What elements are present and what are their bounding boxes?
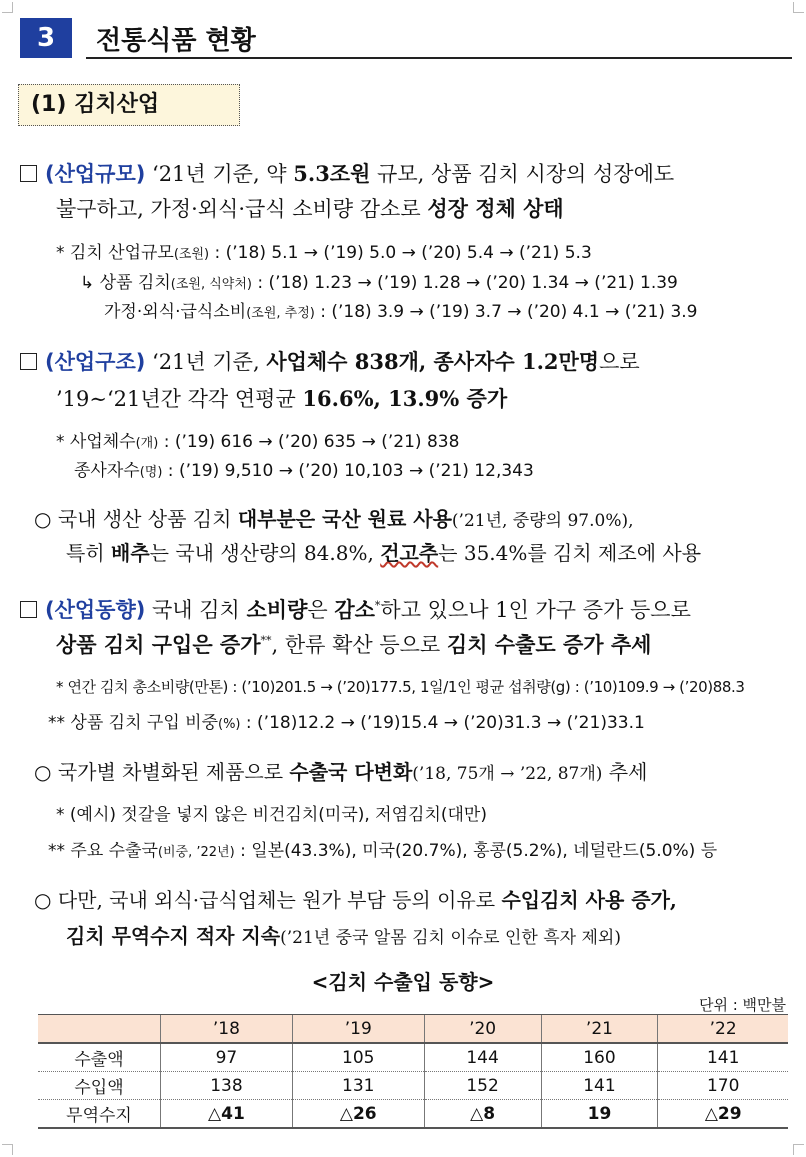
table-cell: 170 xyxy=(658,1072,788,1100)
circle-bullet-icon: ○ xyxy=(34,760,58,784)
circle-item-import-increase-2: 김치 무역수지 적자 지속(’21년 중국 알몸 김치 이슈로 인한 흑자 제외) xyxy=(66,924,621,948)
row-label: 수입액 xyxy=(74,1078,124,1098)
note-trend-3: * (예시) 젓갈을 넣지 않은 비건김치(미국), 저염김치(대만) xyxy=(56,805,487,825)
circle-bullet-icon: ○ xyxy=(34,888,58,912)
note-trend-2: ** 상품 김치 구입 비중(%) : (’18)12.2 → (’19)15.4 → (’20)31.3 → (’21)33.1 xyxy=(48,713,645,733)
page-corner-mark xyxy=(2,1144,13,1155)
para-scale-line1: (산업규모) ‘21년 기준, 약 5.3조원 규모, 상품 김치 시장의 성장에도 xyxy=(20,158,674,188)
section-underline xyxy=(86,57,792,59)
section-title: 전통식품 현황 xyxy=(96,26,256,56)
para-structure-line1: (산업구조) ‘21년 기준, 사업체수 838개, 종사자수 1.2만명으로 xyxy=(20,346,640,376)
kimchi-trade-table xyxy=(38,1014,788,1129)
circle-item-export-diversify: ○ 국가별 차별화된 제품으로 수출국 다변화(’18, 75개 → ’22, 87개) 추세 xyxy=(34,760,648,784)
table-cell: 141 xyxy=(658,1043,788,1072)
page-corner-mark xyxy=(793,1144,804,1155)
note-trend-1: * 연간 김치 총소비량(만톤) : (’10)201.5 → (’20)177.5, 1일/1인 평균 섭취량(g) : (’10)109.9 → (’20)88.3 xyxy=(56,678,745,696)
table-cell: 144 xyxy=(424,1043,541,1072)
row-label: 수출액 xyxy=(74,1050,124,1070)
checkbox-bullet-icon xyxy=(20,353,37,370)
note-structure-2: 종사자수(명) : (’19) 9,510 → (’20) 10,103 → (’21) 12,343 xyxy=(74,461,534,481)
circle-item-raw-material: ○ 국내 생산 상품 김치 대부분은 국산 원료 사용(’21년, 중량의 97.0%), xyxy=(34,507,634,531)
table-header-cell: ’20 xyxy=(424,1015,541,1044)
checkbox-bullet-icon xyxy=(20,601,37,618)
note-trend-4: ** 주요 수출국(비중, ’22년) : 일본(43.3%), 미국(20.7%), 홍콩(5.2%), 네덜란드(5.0%) 등 xyxy=(48,841,718,861)
para-trend-line1: (산업동향) 국내 김치 소비량은 감소*하고 있으나 1인 가구 증가 등으로 xyxy=(20,594,691,624)
table-header-row xyxy=(38,1015,788,1044)
para-structure-line2: ’19∼‘21년간 각각 연평균 16.6%, 13.9% 증가 xyxy=(56,386,508,411)
table-cell: 141 xyxy=(541,1072,658,1100)
table-cell: △26 xyxy=(292,1100,424,1129)
table-cell: 131 xyxy=(292,1072,424,1100)
note-scale-2: ↳ 상품 김치(조원, 식약처) : (’18) 1.23 → (’19) 1.28 → (’20) 1.34 → (’21) 1.39 xyxy=(80,273,678,293)
table-header-cell xyxy=(38,1015,161,1044)
page-corner-mark xyxy=(2,2,13,13)
subsection-title: (1) 김치산업 xyxy=(18,84,240,126)
table-cell: 138 xyxy=(161,1072,293,1100)
para-scale-line2: 불구하고, 가정·외식·급식 소비량 감소로 성장 정체 상태 xyxy=(56,196,564,221)
table-row xyxy=(38,1043,788,1072)
note-scale-1: * 김치 산업규모(조원) : (’18) 5.1 → (’19) 5.0 → (’20) 5.4 → (’21) 5.3 xyxy=(56,243,592,263)
table-cell: △8 xyxy=(424,1100,541,1129)
table-cell: 152 xyxy=(424,1072,541,1100)
table-cell: 105 xyxy=(292,1043,424,1072)
table-header-cell: ’18 xyxy=(161,1015,293,1044)
circle-bullet-icon: ○ xyxy=(34,507,58,531)
circle-item-raw-material-2: 특히 배추는 국내 생산량의 84.8%, 건고추는 35.4%를 김치 제조에 사용 xyxy=(66,541,702,565)
table-row xyxy=(38,1100,788,1129)
table-cell: 160 xyxy=(541,1043,658,1072)
row-label: 무역수지 xyxy=(66,1106,132,1126)
table-cell: △29 xyxy=(658,1100,788,1129)
table-header-cell: ’22 xyxy=(658,1015,788,1044)
note-scale-3: 가정·외식·급식소비(조원, 추정) : (’18) 3.9 → (’19) 3.7 → (’20) 4.1 → (’21) 3.9 xyxy=(104,302,698,322)
table-row xyxy=(38,1072,788,1100)
table-header-cell: ’19 xyxy=(292,1015,424,1044)
page-corner-mark xyxy=(793,2,804,13)
table-title: <김치 수출입 동향> xyxy=(311,970,495,994)
table-unit: 단위 : 백만불 xyxy=(698,996,786,1014)
para-trend-line2: 상품 김치 구입은 증가**, 한류 확산 등으로 김치 수출도 증가 추세 xyxy=(56,632,652,657)
circle-item-import-increase: ○ 다만, 국내 외식·급식업체는 원가 부담 등의 이유로 수입김치 사용 증가, xyxy=(34,888,677,912)
table-cell: 97 xyxy=(161,1043,293,1072)
checkbox-bullet-icon xyxy=(20,165,37,182)
section-number: 3 xyxy=(20,18,72,58)
table-cell: 19 xyxy=(541,1100,658,1129)
table-cell: △41 xyxy=(161,1100,293,1129)
table-header-cell: ’21 xyxy=(541,1015,658,1044)
note-structure-1: * 사업체수(개) : (’19) 616 → (’20) 635 → (’21) 838 xyxy=(56,432,460,452)
